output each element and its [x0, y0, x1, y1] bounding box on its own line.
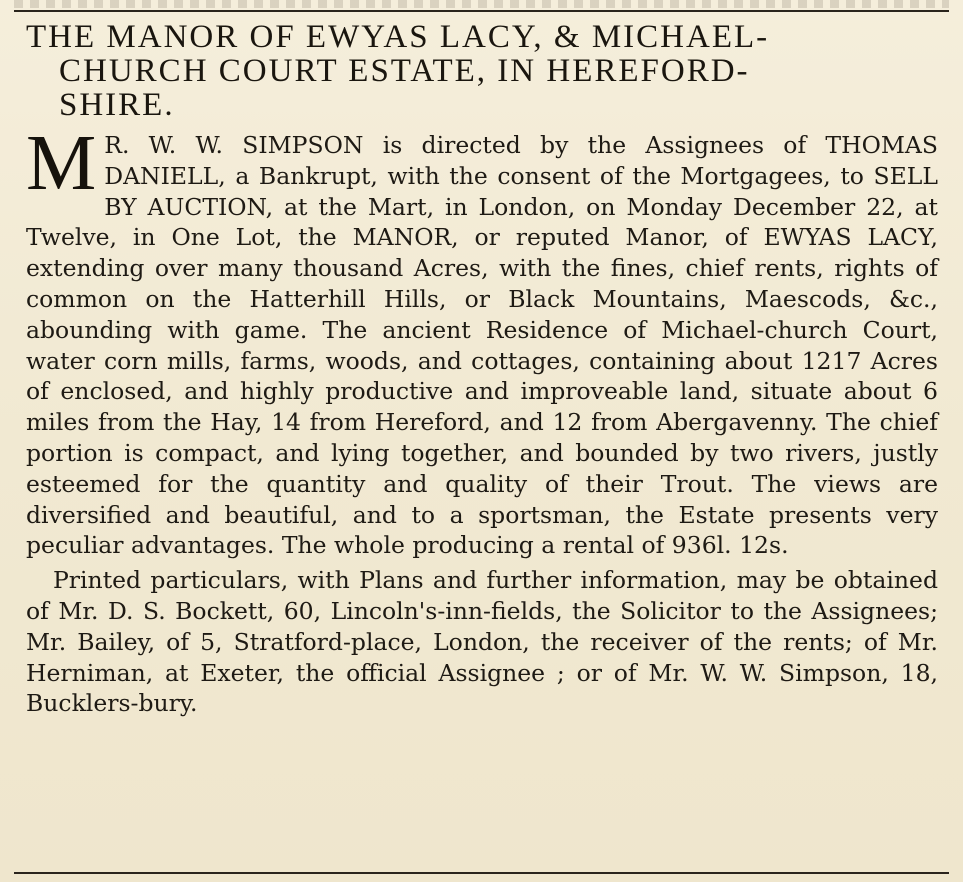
drop-cap: M [26, 120, 97, 207]
auction-text: R. W. W. SIMPSON is directed by the Assignees of THOMAS DANIELL, a Bankrupt, with the consent of the Mortgagees, to SELL BY AUCTION, at the Mart, in London, on Monday December 22, at Twelve, in One Lot, the MANOR, or reputed Manor, of EWYAS LACY, extending over many thousand Acres, with the fines, chief rents, rights of common on the Hatterhill Hills, or Black Mountains, Maescods, &c., abounding with game. The ancient Residence of Michael-church Court, water corn mills, farms, woods, and cottages, containing about 1217 Acres of enclosed, and highly productive and improveable land, situate about 6 miles from the Hay, 14 from Hereford, and 12 from Abergavenny. The chief portion is compact, and lying together, and bounded by two rivers, justly esteemed for the quantity and quality of their Trout. The views are diversified and beautiful, and to a sportsman, the Estate presents very peculiar advantages. The whole producing a rental of 936l. 12s. [26, 131, 938, 560]
advertisement [26, 20, 938, 719]
particulars-text: Printed particulars, with Plans and further information, may be obtained of Mr. D. S. Bockett, 60, Lincoln's-inn-fields, the Solicitor to the Assignees; Mr. Bailey, of 5, Stratford-place, London, the receiver of the rents; of Mr. Herniman, at Exeter, the official Assignee ; or of Mr. W. W. Simpson, 18, Bucklers-bury. [26, 566, 938, 718]
headline-line-3: SHIRE. [59, 87, 175, 123]
auction-paragraph [26, 120, 938, 561]
previous-column-bleed [14, 0, 949, 8]
top-rule [14, 10, 949, 12]
headline-line-2: CHURCH COURT ESTATE, IN HEREFORD- [59, 53, 750, 89]
bottom-rule [14, 872, 949, 874]
headline-line-1: THE MANOR OF EWYAS LACY, & MICHAEL- [26, 19, 770, 55]
headline [26, 20, 938, 122]
particulars-paragraph [26, 565, 938, 719]
